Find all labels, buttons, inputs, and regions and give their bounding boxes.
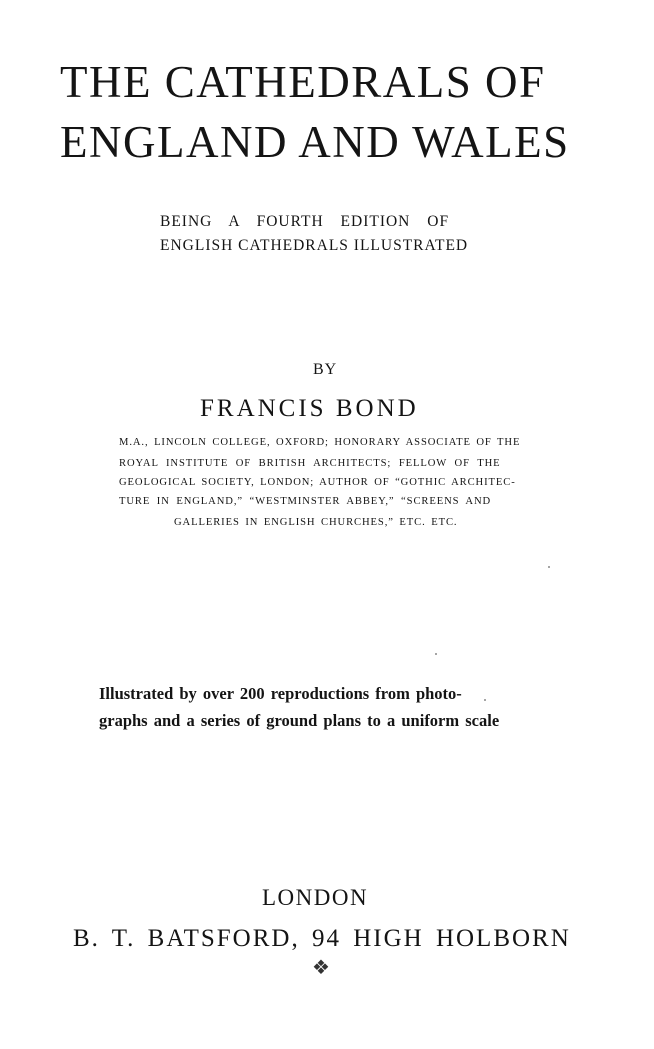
credentials-line-5: GALLERIES IN ENGLISH CHURCHES,” ETC. ETC. xyxy=(174,517,458,528)
paper-speck xyxy=(548,566,550,568)
paper-speck xyxy=(484,699,486,701)
credentials-line-3: GEOLOGICAL SOCIETY, LONDON; AUTHOR OF “GOTHIC ARCHITEC- xyxy=(119,477,516,488)
illustrations-line-2: graphs and a series of ground plans to a uniform scale xyxy=(99,711,500,730)
credentials-line-1: M.A., LINCOLN COLLEGE, OXFORD; HONORARY ASSOCIATE OF THE xyxy=(119,437,521,448)
credentials-line-2: ROYAL INSTITUTE OF BRITISH ARCHITECTS; FELLOW OF THE xyxy=(119,458,501,469)
byline-by: BY xyxy=(313,361,338,378)
title-line-1: THE CATHEDRALS OF xyxy=(60,57,546,107)
printer-device-mark-icon: ❖ xyxy=(312,957,330,979)
subtitle-line-1: BEING A FOURTH EDITION OF xyxy=(160,213,450,230)
publisher-city: LONDON xyxy=(262,885,369,910)
paper-speck xyxy=(435,653,437,655)
illustrations-line-1: Illustrated by over 200 reproductions from photo- xyxy=(99,684,462,703)
publisher-address: B. T. BATSFORD, 94 HIGH HOLBORN xyxy=(73,925,571,952)
title-line-2: ENGLAND AND WALES xyxy=(60,117,570,167)
credentials-line-4: TURE IN ENGLAND,” “WESTMINSTER ABBEY,” “SCREENS AND xyxy=(119,496,492,507)
author-name: FRANCIS BOND xyxy=(200,395,419,422)
subtitle-line-2: ENGLISH CATHEDRALS ILLUSTRATED xyxy=(160,237,469,254)
